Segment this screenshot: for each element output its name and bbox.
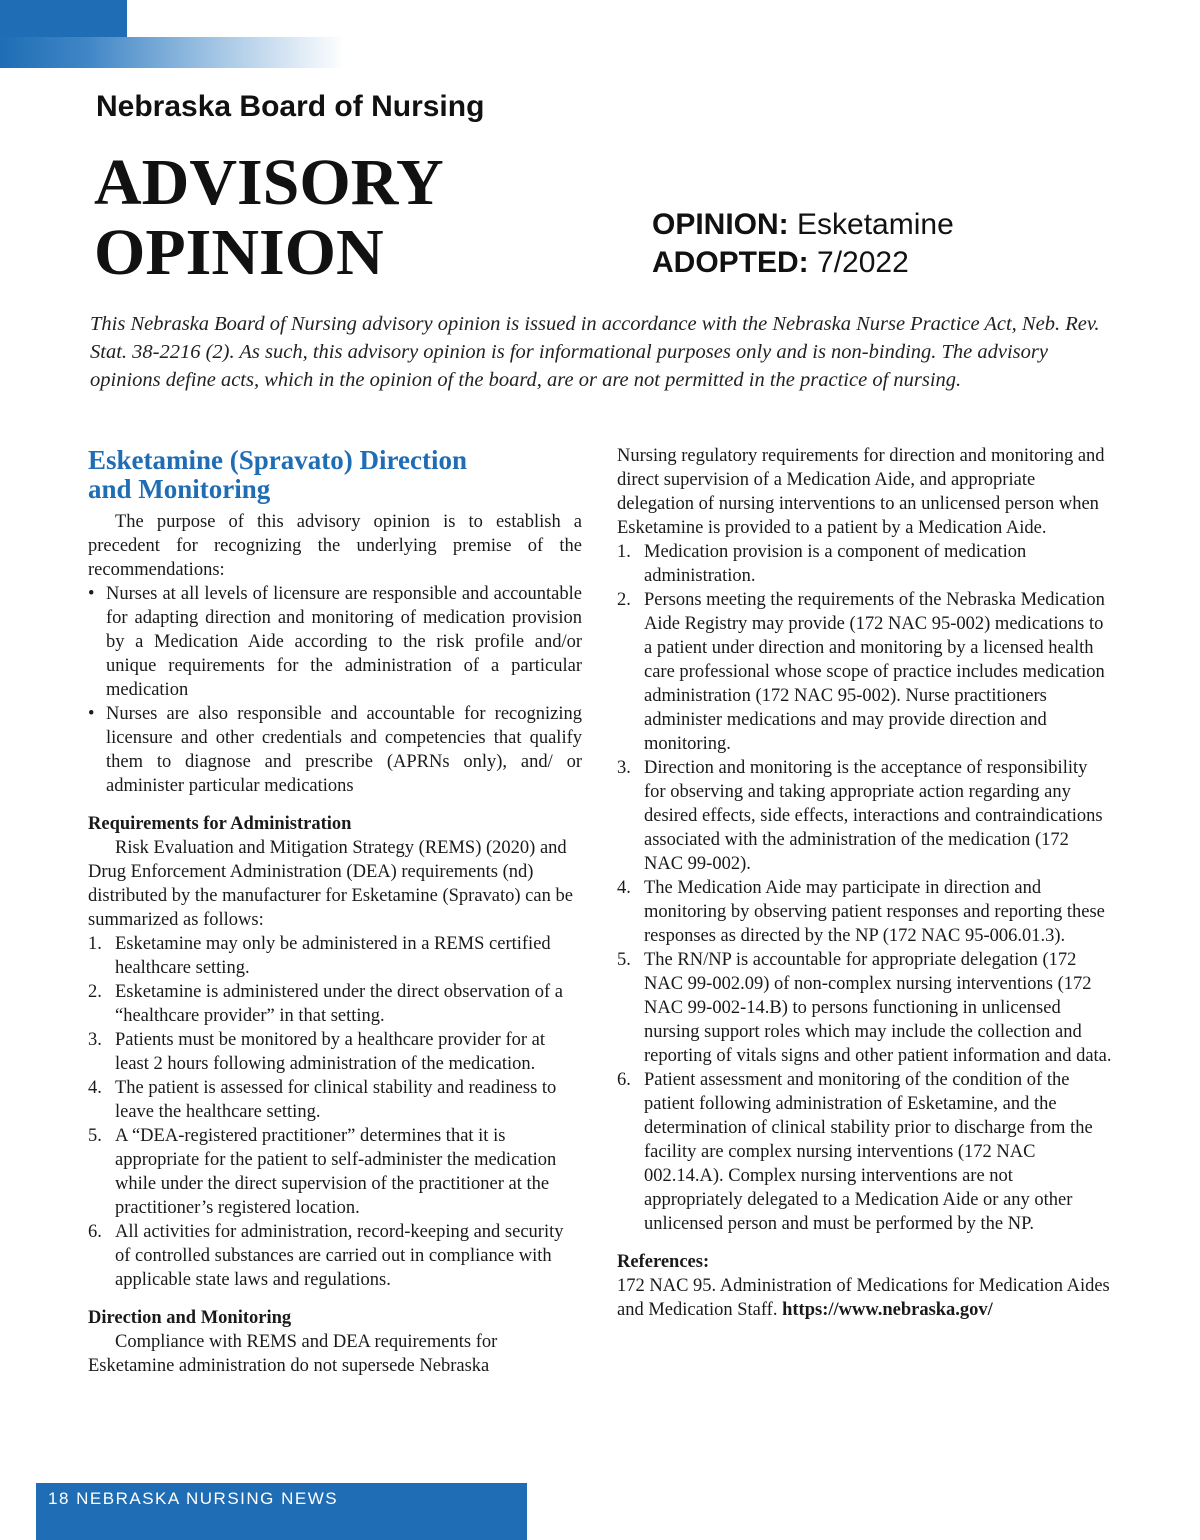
header-gradient-bar bbox=[0, 37, 345, 68]
page-title bbox=[94, 148, 444, 288]
page-title-line-2: OPINION bbox=[94, 216, 384, 289]
direction-intro: Compliance with REMS and DEA requirements for Esketamine administration do not supersede Nebraska bbox=[88, 1332, 498, 1376]
section-title bbox=[88, 446, 582, 504]
item-number: 4. bbox=[617, 878, 631, 898]
list-item: • Nurses are also responsible and accountable for recognizing licensure and other credentials and competencies that qualify them to diagnose and prescribe (APRNs only), and/ or administer particular medications bbox=[88, 702, 582, 798]
item-number: 5. bbox=[617, 950, 631, 970]
references-heading: References: bbox=[617, 1252, 710, 1272]
adopted-line bbox=[652, 244, 954, 282]
list-item bbox=[88, 932, 582, 980]
item-number: 6. bbox=[88, 1222, 102, 1242]
left-column bbox=[88, 446, 582, 1378]
item-number: 1. bbox=[617, 542, 631, 562]
page-title-line-1: ADVISORY bbox=[94, 146, 444, 219]
footer-bar bbox=[36, 1483, 527, 1540]
item-text: All activities for administration, record-keeping and security of controlled substances are carried out in compliance with applicable state laws and regulations. bbox=[115, 1222, 564, 1290]
direction-heading: Direction and Monitoring bbox=[88, 1308, 292, 1328]
item-text: Persons meeting the requirements of the Nebraska Medication Aide Registry may provide (172 NAC 95-002) medications to a patient under direction and monitoring by a licensed health care professional whose scope of practice includes medication administration (172 NAC 95-002). Nurse practitioners administer medications and may provide direction and monitoring. bbox=[644, 590, 1105, 754]
list-item bbox=[617, 876, 1112, 948]
item-number: 2. bbox=[617, 590, 631, 610]
item-text: The patient is assessed for clinical stability and readiness to leave the healthcare setting. bbox=[115, 1078, 557, 1122]
list-item bbox=[88, 1124, 582, 1220]
direction-list bbox=[617, 540, 1112, 1236]
requirements-heading: Requirements for Administration bbox=[88, 814, 352, 834]
opinion-value: Esketamine bbox=[797, 208, 954, 241]
item-number: 6. bbox=[617, 1070, 631, 1090]
item-number: 5. bbox=[88, 1126, 102, 1146]
list-item bbox=[617, 1068, 1112, 1236]
item-number: 3. bbox=[617, 758, 631, 778]
list-item bbox=[88, 980, 582, 1028]
premise-list bbox=[88, 582, 582, 798]
opinion-label: OPINION: bbox=[652, 208, 789, 241]
item-number: 2. bbox=[88, 982, 102, 1002]
reference-link[interactable]: https://www.nebraska.gov/ bbox=[782, 1300, 993, 1320]
item-text: Patients must be monitored by a healthcare provider for at least 2 hours following administration of the medication. bbox=[115, 1030, 545, 1074]
list-item bbox=[88, 1220, 582, 1292]
adopted-label: ADOPTED: bbox=[652, 246, 809, 279]
footer-page-label: 18 NEBRASKA NURSING NEWS bbox=[48, 1489, 339, 1508]
item-text: A “DEA-registered practitioner” determines that it is appropriate for the patient to self-administer the medication while under the direct supervision of the practitioner at the practitioner’s registered location. bbox=[115, 1126, 557, 1218]
section-title-line-1: Esketamine (Spravato) Direction bbox=[88, 445, 467, 475]
list-item bbox=[617, 756, 1112, 876]
reference-text: 172 NAC 95. Administration of Medications for Medication Aides and Medication Staff. bbox=[617, 1276, 1110, 1320]
list-item: • Nurses at all levels of licensure are responsible and accountable for adapting direction and monitoring of medication provision by a Medication Aide according to the risk profile and/or unique requirements for the administration of a particular medication bbox=[88, 582, 582, 702]
references-entry bbox=[617, 1274, 1112, 1322]
list-item bbox=[617, 540, 1112, 588]
list-item bbox=[617, 588, 1112, 756]
intro-statement: This Nebraska Board of Nursing advisory opinion is issued in accordance with the Nebraska Nurse Practice Act, Neb. Rev. Stat. 38-2216 (2). As such, this advisory opinion is for informational purposes only and is non-binding. The advisory opinions define acts, which in the opinion of the board, are or are not permitted in the practice of nursing. bbox=[90, 313, 1100, 391]
item-number: 3. bbox=[88, 1030, 102, 1050]
requirements-intro: Risk Evaluation and Mitigation Strategy (REMS) (2020) and Drug Enforcement Administration (DEA) requirements (nd) distributed by the manufacturer for Esketamine (Spravato) can be summarized as follows: bbox=[88, 838, 573, 930]
adopted-value: 7/2022 bbox=[817, 246, 909, 279]
list-item bbox=[88, 1028, 582, 1076]
item-text: Direction and monitoring is the acceptance of responsibility for observing and taking appropriate action regarding any desired effects, side effects, interactions and contraindications associated with the administration of the medication (172 NAC 99-002). bbox=[644, 758, 1103, 874]
item-text: Patient assessment and monitoring of the condition of the patient following administration of Esketamine, and the determination of clinical stability prior to discharge from the facility are complex nursing interventions (172 NAC 002.14.A). Complex nursing interventions are not appropriately delegated to a Medication Aide or any other unlicensed person and must be performed by the NP. bbox=[644, 1070, 1093, 1234]
list-item bbox=[617, 948, 1112, 1068]
item-text: Esketamine may only be administered in a REMS certified healthcare setting. bbox=[115, 934, 551, 978]
item-text: The RN/NP is accountable for appropriate delegation (172 NAC 99-002.09) of non-complex nursing interventions (172 NAC 99-002-14.B) to persons functioning in unlicensed nursing support roles which may include the collection and reporting of vitals signs and other patient information and data. bbox=[644, 950, 1112, 1066]
opinion-line bbox=[652, 206, 954, 244]
item-text: Medication provision is a component of medication administration. bbox=[644, 542, 1027, 586]
section-title-line-2: and Monitoring bbox=[88, 474, 271, 504]
item-text: The Medication Aide may participate in direction and monitoring by observing patient responses and reporting these responses as directed by the NP (172 NAC 95-006.01.3). bbox=[644, 878, 1105, 946]
requirements-list bbox=[88, 932, 582, 1292]
opinion-meta bbox=[652, 206, 954, 282]
right-column bbox=[617, 444, 1112, 1322]
purpose-paragraph: The purpose of this advisory opinion is to establish a precedent for recognizing the underlying premise of the recommendations: bbox=[88, 512, 582, 580]
direction-intro-continued: Nursing regulatory requirements for direction and monitoring and direct supervision of a Medication Aide, and appropriate delegation of nursing interventions to an unlicensed person when Esketamine is provided to a patient by a Medication Aide. bbox=[617, 446, 1105, 538]
item-number: 4. bbox=[88, 1078, 102, 1098]
list-item bbox=[88, 1076, 582, 1124]
board-name: Nebraska Board of Nursing bbox=[96, 90, 485, 123]
item-text: Esketamine is administered under the direct observation of a “healthcare provider” in that setting. bbox=[115, 982, 563, 1026]
item-number: 1. bbox=[88, 934, 102, 954]
